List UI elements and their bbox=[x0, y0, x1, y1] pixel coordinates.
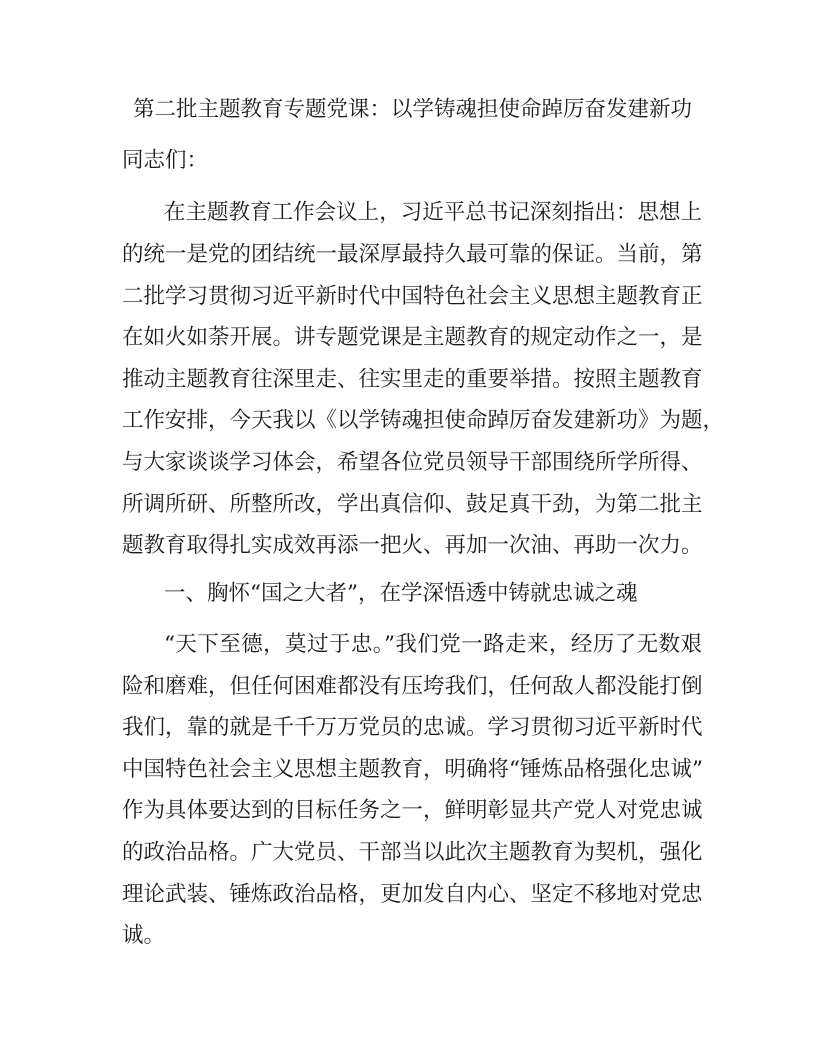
paragraph-line: 在如火如荼开展。讲专题党课是主题教育的规定动作之一，是 bbox=[122, 325, 703, 350]
paragraph-line: 理论武装、锤炼政治品格，更加发自内心、坚定不移地对党忠 bbox=[122, 882, 703, 907]
paragraph-line: 的政治品格。广大党员、干部当以此次主题教育为契机，强化 bbox=[122, 840, 703, 865]
paragraph-line: 诚。 bbox=[122, 923, 166, 948]
paragraph-line: 所调所研、所整所改，学出真信仰、鼓足真干劲，为第二批主 bbox=[122, 492, 703, 517]
document-title: 第二批主题教育专题党课：以学铸魂担使命踔厉奋发建新功 bbox=[133, 97, 693, 122]
section-heading: 一、胸怀“国之大者”，在学深悟透中铸就忠诚之魂 bbox=[164, 581, 638, 606]
paragraph-line: 作为具体要达到的目标任务之一，鲜明彰显共产党人对党忠诚 bbox=[122, 798, 703, 823]
paragraph-line: 险和磨难，但任何困难都没有压垮我们，任何敌人都没能打倒 bbox=[122, 674, 703, 699]
salutation: 同志们： bbox=[122, 148, 209, 173]
paragraph-line: “天下至德，莫过于忠。”我们党一路走来，经历了无数艰 bbox=[164, 632, 702, 657]
paragraph-line: 中国特色社会主义思想主题教育，明确将“锤炼品格强化忠诚” bbox=[122, 757, 703, 782]
paragraph-line: 的统一是党的团结统一最深厚最持久最可靠的保证。当前，第 bbox=[122, 242, 703, 267]
paragraph-line: 推动主题教育往深里走、往实里走的重要举措。按照主题教育 bbox=[122, 367, 703, 392]
paragraph-line: 工作安排，今天我以《以学铸魂担使命踔厉奋发建新功》为题， bbox=[122, 408, 725, 433]
paragraph-line: 我们，靠的就是千千万万党员的忠诚。学习贯彻习近平新时代 bbox=[122, 715, 703, 740]
paragraph-line: 与大家谈谈学习体会，希望各位党员领导干部围绕所学所得、 bbox=[122, 450, 703, 475]
paragraph-line: 在主题教育工作会议上，习近平总书记深刻指出：思想上 bbox=[164, 200, 702, 225]
paragraph-line: 二批学习贯彻习近平新时代中国特色社会主义思想主题教育正 bbox=[122, 284, 703, 309]
paragraph-line: 题教育取得扎实成效再添一把火、再加一次油、再助一次力。 bbox=[122, 533, 703, 558]
